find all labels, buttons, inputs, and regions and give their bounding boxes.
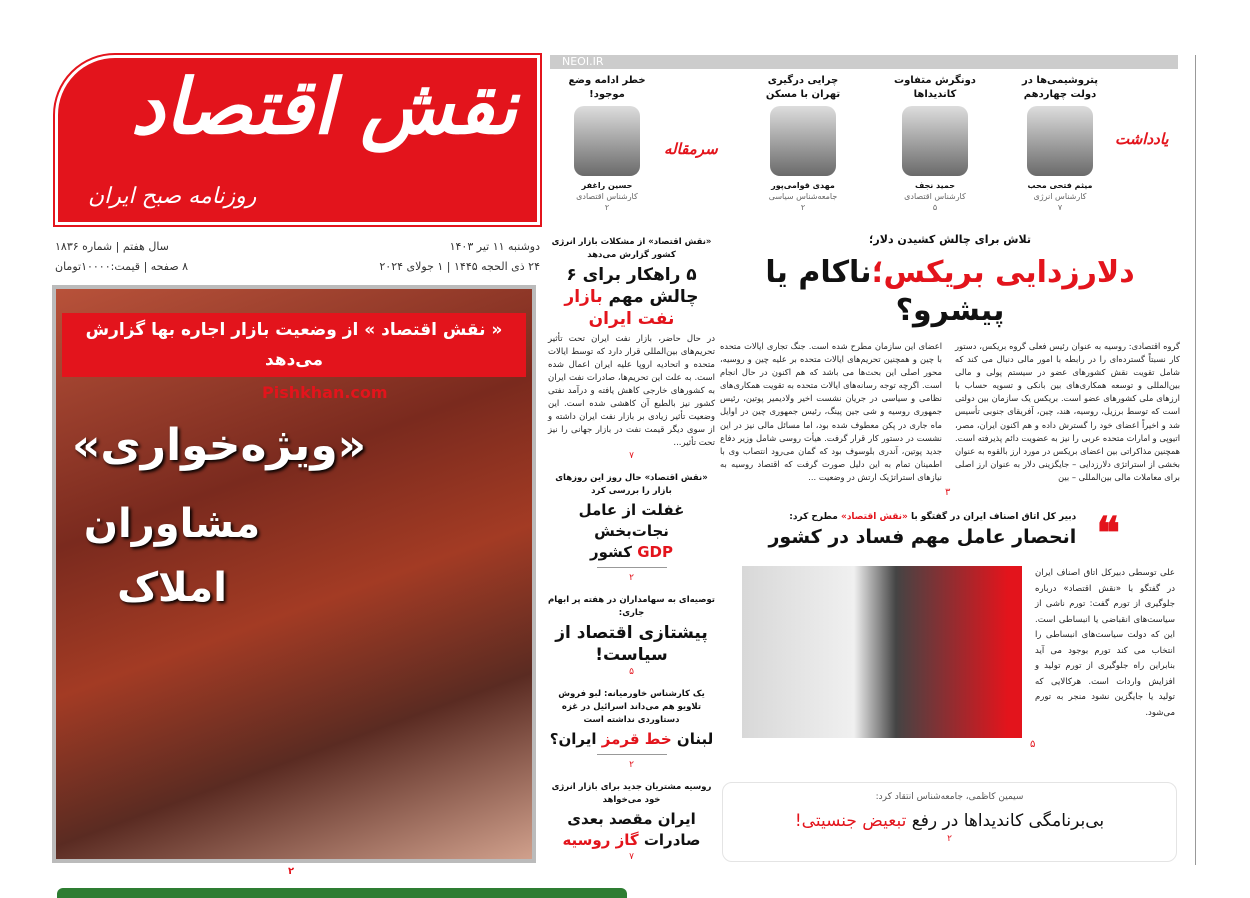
masthead-logo	[55, 55, 540, 225]
notes-label: یادداشت	[1115, 130, 1169, 148]
photo-banner: « نقش اقتصاد » از وضعیت بازار اجاره بها گزارش می‌دهد	[62, 313, 526, 377]
page-ref: ۲	[288, 866, 295, 877]
bottom-story[interactable]: سیمین کاظمی، جامعه‌شناس انتقاد کرد: بی‌برنامگی کاندیداها در رفع تبعیض جنسیتی! ۲	[722, 782, 1177, 862]
column-divider	[1195, 55, 1196, 865]
bottom-bar	[57, 888, 627, 898]
column-item[interactable]: پتروشیمی‌ها در دولت چهاردهم میثم فتحی محب کارشناس انرژی ۷	[1021, 75, 1099, 212]
year-issue: سال هفتم | شماره ۱۸۳۶	[55, 240, 169, 253]
logo-text: نقش اقتصاد	[130, 62, 517, 151]
column-item[interactable]: خطر ادامه وضع موجود! حسین راغفر کارشناس اقتصادی ۲	[568, 75, 646, 212]
pages-price: ۸ صفحه | قیمت:۱۰۰۰۰تومان	[55, 260, 189, 273]
photo-headline: «ویژه‌خواری»	[72, 420, 367, 471]
author-photo	[1027, 106, 1093, 176]
story-stocks[interactable]: توصیه‌ای به سهامداران در هفته پر ابهام جاری: پیشتازی اقتصاد از سیاست! ۵	[548, 595, 715, 677]
watermark: Pishkhan.com	[262, 383, 388, 402]
lead-body-right: گروه اقتصادی: روسیه به عنوان رئیس فعلی گروه بریکس، دستور کار نسبتاً گسترده‌ای را در رابطه با امور مالی دنبال می کند که شامل تقویت نقش کشورهای عضو در سیستم پولی و مالی بین‌المللی و توسعه همکاری‌های بین بانکی و تسویه حساب با ارزهای ملی کشورهای عضو است. بریکس یک سازمان بین دولتی است که توسط برزیل، روسیه، هند، چین، آفریقای جنوبی تأسیس شد و اخیراً اعضای خود را گسترش داده و هم اکنون ایران، مصر، اتیوپی و امارات متحده عربی را نیز به عضویت دائم پذیرفته است. همچنین مذاکراتی بین اعضای بریکس در مورد ارز بالقوه به عنوان بخشی از استراتژی دلارزدایی – جایگزینی دلار به عنوان ارز اصلی برای معاملات مالی بین‌المللی – بین	[955, 341, 1180, 482]
interview-photo	[742, 566, 1022, 738]
story-lebanon[interactable]: یک کارشناس خاورمیانه: لبو فروش تلاویو هم می‌داند اسرائیل در غزه دستاوردی نداشته است لبنان خط قرمز ایران؟ ۲	[549, 689, 714, 770]
lead-kicker: تلاش برای چالش کشیدن دلار؛	[869, 233, 1031, 246]
date-fa: دوشنبه ۱۱ تیر ۱۴۰۳	[449, 240, 540, 253]
interview-story	[720, 510, 1180, 752]
column-item[interactable]: دونگرش متفاوت کاندیداها حمید نجف کارشناس اقتصادی ۵	[894, 75, 976, 212]
interview-headline[interactable]: انحصار عامل مهم فساد در کشور	[768, 526, 1077, 549]
author-photo	[770, 106, 836, 176]
page-ref: ۳	[945, 487, 951, 499]
middle-column	[548, 236, 715, 864]
date-other: ۲۴ ذی الحجه ۱۴۴۵ | ۱ جولای ۲۰۲۴	[379, 260, 540, 273]
story-gas[interactable]: روسیه مشتریان جدید برای بازار انرژی خود می‌خواهد ایران مقصد بعدی صادرات گاز روسیه ۷	[551, 782, 712, 862]
lead-headline[interactable]: دلارزدایی بریکس؛ناکام یا پیشرو؟	[765, 255, 1135, 328]
lead-body-left: اعضای این سازمان مطرح شده است. جنگ تجاری ایالات متحده با چین و همچنین تحریم‌های ایالات متحده بر علیه چین و روسیه، محور اصلی این بحث‌ها می باشد که هم اکنون در حال انجام است. اگرچه توجه رسانه‌های ایالات متحده به تقویت همکاری‌های نظامی و سیاسی در جریان نشست اخیر ولادیمیر پوتین، رئیس جمهوری روسیه و شی جین پینگ، رئیس جمهوری چین در اوایل ماه جاری در پکن معطوف شده بود، اما مسائل مالی نیز در این نشست در دستور کار قرار گرفت. هیأت روسی شامل وزیر دفاع جدید پوتین، آندری بلوسوف بود که گمان می‌رود انتصاب وی با اطمینان تمام به این دلیل صورت گرفت که اقتصاد روسیه به نیازهای استراتژیک ارتش در وضعیت ...	[720, 341, 942, 482]
photo-subheadline: مشاوران املاک	[83, 501, 261, 611]
quote-icon: ❝	[1096, 508, 1120, 560]
top-strip	[550, 55, 1178, 69]
interview-kicker: دبیر کل اتاق اصناف ایران در گفتگو با «نقش اقتصاد» مطرح کرد:	[789, 512, 1077, 523]
site-label: NEOI.IR	[562, 55, 604, 68]
page-ref: ۵	[1030, 739, 1036, 751]
cover-photo[interactable]	[52, 285, 536, 863]
column-item[interactable]: چرایی درگیری تهران با مسکن مهدی قوامی‌پور جامعه‌شناس سیاسی ۲	[765, 75, 841, 212]
editorial-label: سرمقاله	[664, 140, 718, 158]
logo-subtitle: روزنامه صبح ایران	[88, 184, 257, 209]
interview-body: علی توسطی دبیرکل اتاق اصناف ایران در گفتگو با «نقش اقتصاد» درباره جلوگیری از تورم گفت: تورم ناشی از سیاست‌های انقباضی یا انبساطی است. این که دولت سیاست‌های انبساطی را انتخاب می کند تورم بوجود می آید بنابراین راه جلوگیری از تورم تولید و افزایش واردات است. هرکالایی که تولید یا جایگزین نشود منجر به تورم می‌شود.	[1035, 568, 1175, 718]
story-gdp[interactable]: «نقش اقتصاد» حال روز این روزهای بازار را بررسی کرد غفلت از عامل نجات‌بخش GDP کشور ۲	[555, 473, 708, 583]
author-photo	[902, 106, 968, 176]
story-oil[interactable]: «نقش اقتصاد» از مشکلات بازار انرژی کشور گزارش می‌دهد ۵ راهکار برای ۶ چالش مهم بازار نفت ایران در حال حاضر، بازار نفت ایران تحت تأثیر تحریم‌های بین‌المللی قرار دارد که توسط ایالات متحده و اتحادیه اروپا علیه ایران اعمال شده است. به علت این تحریم‌ها، صادرات نفت ایران به کشورهای خارجی کاهش یافته و درآمد نفتی کشور نیز بالطبع آن کاهشی شده است. این وضعیت تأثیر زیادی بر بازار نفت ایران داشته و از سوی دیگر قیمت نفت در بازار جهانی را نیز تحت تأثیر... ۷	[548, 237, 715, 461]
right-column	[720, 232, 1180, 752]
author-photo	[574, 106, 640, 176]
lead-story	[720, 232, 1180, 500]
